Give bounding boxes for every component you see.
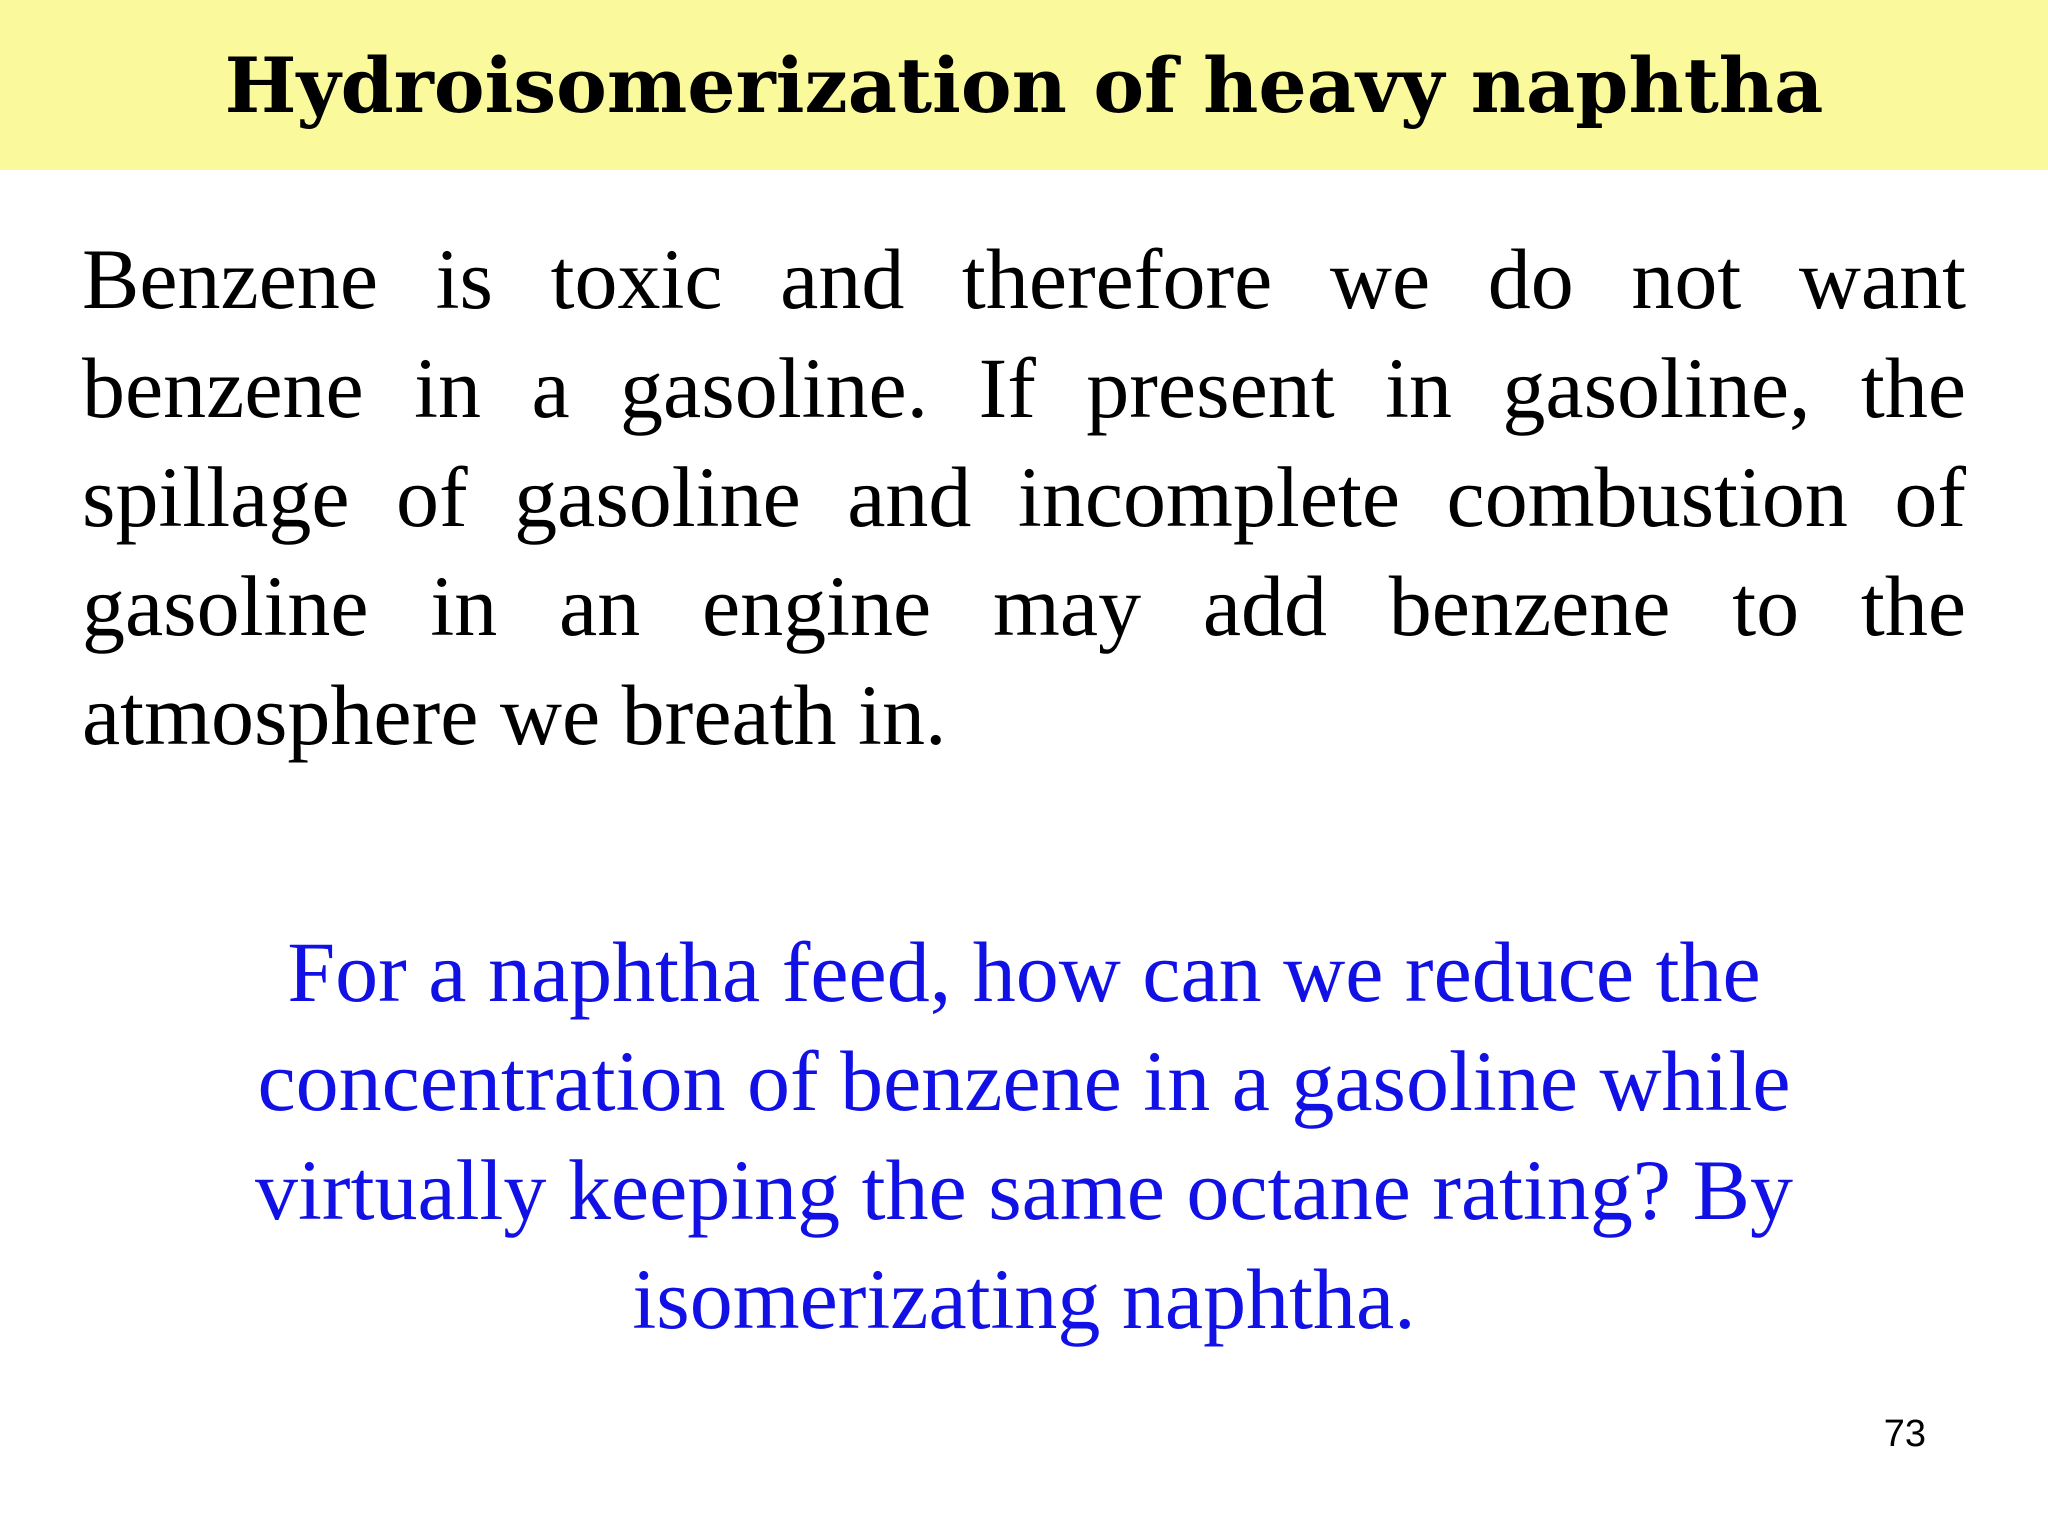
body-paragraph: Benzene is toxic and therefore we do not want benzene in a gasoline. If present in gasoline, the spillage of gasoline and incomplete combustion of gasoline in an engine may add benzene to the atmosphere we breath in. [82,231,1966,763]
slide-title: Hydroisomerization of heavy naphtha [224,41,1824,130]
title-bar [0,0,2048,170]
question-paragraph: For a naphtha feed, how can we reduce the concentration of benzene in a gasoline while virtually keeping the same octane rating? By isomerizating naphtha. [255,924,1793,1347]
page-number: 73 [1883,1413,1926,1455]
